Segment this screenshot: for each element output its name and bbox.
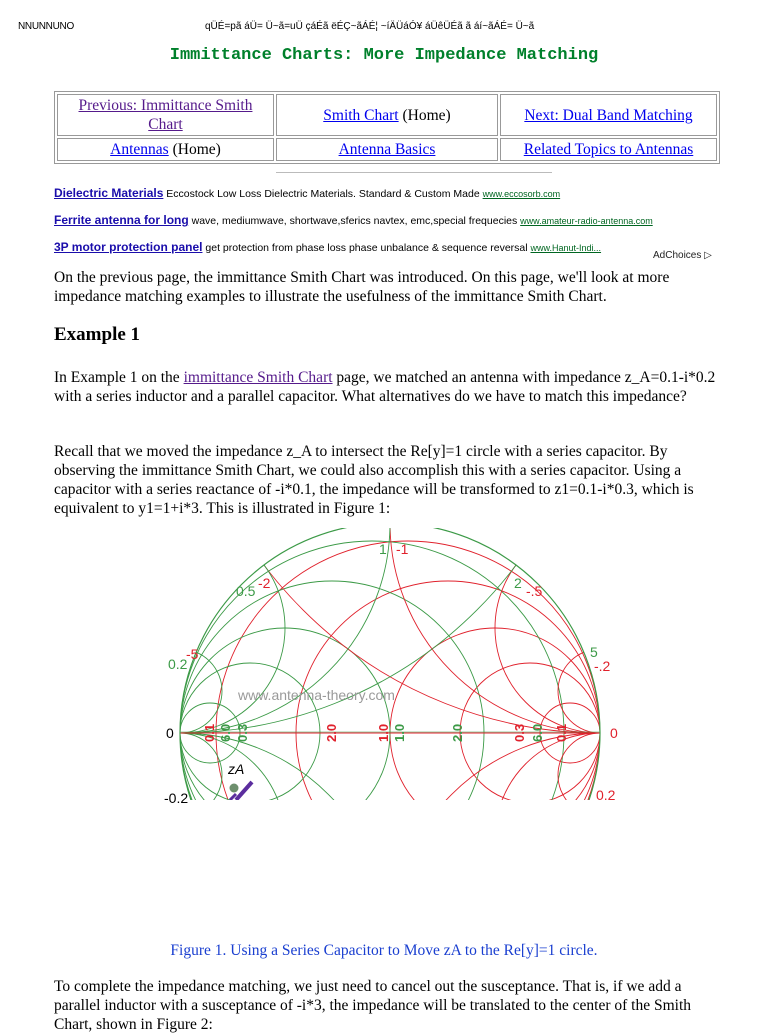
ad-text: get protection from phase loss phase unbalance & sequence reversal [202,242,531,254]
axis-label-green: 1.0 [392,723,407,742]
nav-table [54,91,720,164]
za-path [236,782,252,800]
axis-label-red: 0.1 [202,723,217,742]
smith-chart-figure [150,528,630,928]
ad-url[interactable]: www.Hanut-Indi... [530,243,602,253]
page-title: Immittance Charts: More Impedance Matching [169,46,599,65]
page-header-code: NNUNNUNO [18,21,74,32]
ad-text: wave, mediumwave, shortwave,sferics navtex, emc,special frequecies [188,215,521,227]
label-top-green: 1 [379,541,387,557]
ad-row[interactable] [54,186,560,200]
para1-end: page, we matched an antenna with impedance z_A=0.1-i*0.2 with a series inductor and a parallel capacitor. What alternatives do we have to match this impedance? [54,369,716,405]
para1-start: In Example 1 on the [54,369,184,386]
home-suffix: (Home) [398,106,451,124]
paragraph-3: To complete the impedance matching, we just need to cancel out the susceptance. That is, if we add a parallel inductor with a susceptance of -i*3, the impedance will be translated to the center of the Smith Chart, shown in Figure 2: [54,978,692,1033]
ad-row[interactable] [54,213,653,227]
figure-caption: Figure 1. Using a Series Capacitor to Move zA to the Re[y]=1 circle. [170,942,598,959]
label-left-zero: 0 [166,725,174,741]
smith-chart-svg [150,528,630,928]
za-point [230,784,239,793]
adchoices-link[interactable]: AdChoices ▷ [653,250,712,261]
axis-label-red: 1.0 [376,723,391,742]
antenna-basics-link[interactable]: Antenna Basics [338,141,436,158]
antennas-link[interactable]: Antennas [110,141,169,158]
ad-title[interactable]: Ferrite antenna for long [54,213,189,227]
example-paragraph-2: Recall that we moved the impedance z_A to intersect the Re[y]=1 circle with a series capacitor. By observing the immittance Smith Chart, we could also accomplish this with a series capacitor. Using a capacitor with a series reactance of -i*0.1, the impedance will be transformed to z1=0.1-i*0.3, which is equivalent to y1=1+i*3. This is illustrated in Figure 1: [54,443,694,517]
ad-text: Eccostock Low Loss Dielectric Materials. Standard & Custom Made [163,188,483,200]
example-heading: Example 1 [54,324,141,345]
divider [276,172,552,173]
label-lower-right: 0.2 [596,787,616,803]
label-upper-left-green: 0.5 [236,583,256,599]
label-mid-right-red: -.2 [594,658,611,674]
red-reactance-arc [390,528,630,733]
axis-label-red: 0.3 [512,723,527,742]
next-page-link[interactable]: Next: Dual Band Matching [524,106,693,124]
label-mid-right-green: 5 [590,644,598,660]
za-label: zA [228,761,245,777]
axis-label-green: 2.0 [450,723,465,742]
ad-title[interactable]: 3P motor protection panel [54,240,203,254]
ad-url[interactable]: www.amateur-radio-antenna.com [520,216,653,226]
axis-label-green: 0.3 [235,723,250,742]
red-reactance-arc [495,528,630,733]
antennas-home-suffix: (Home) [168,141,221,158]
axis-label-green: 6.0 [218,723,233,742]
ad-title[interactable]: Dielectric Materials [54,186,164,200]
smith-chart-link[interactable]: Smith Chart [323,106,399,124]
label-upper-left-red: -2 [258,575,271,591]
page-header-garbled: qÜÉ=pã áÜ= Ü~ã=uÜ çáÉã ëÉÇ~ãÁÉ¦ ~íÄÜáÓ¥ áÜêÜÉã ã áí~ãÁÉ= Ü~ã [205,21,535,32]
related-topics-link[interactable]: Related Topics to Antennas [523,141,694,158]
axis-label-green: 6.0 [530,723,545,742]
ad-row[interactable] [54,240,601,254]
label-top-red: -1 [396,541,409,557]
axis-label-red: 2.0 [324,723,339,742]
prev-page-link[interactable]: Previous: Immittance Smith Chart [78,97,253,133]
label-mid-left-green: 0.2 [168,656,188,672]
label-upper-right-red: -.5 [526,583,543,599]
axis-label-red: 0.1 [554,723,569,742]
label-lower-left: -0.2 [164,790,189,806]
ad-url[interactable]: www.eccosorb.com [482,189,561,199]
immittance-chart-link[interactable]: immittance Smith Chart [183,369,333,386]
example-paragraph-1 [54,368,724,406]
label-right-zero: 0 [610,725,618,741]
intro-paragraph: On the previous page, the immittance Smith Chart was introduced. On this page, we'll look at more impedance matching examples to illustrate the usefulness of the immittance Smith Chart. [54,269,670,305]
label-upper-right-green: 2 [514,575,522,591]
watermark: www.antenna-theory.com [238,687,395,703]
label-mid-left-red: -5 [186,646,199,662]
